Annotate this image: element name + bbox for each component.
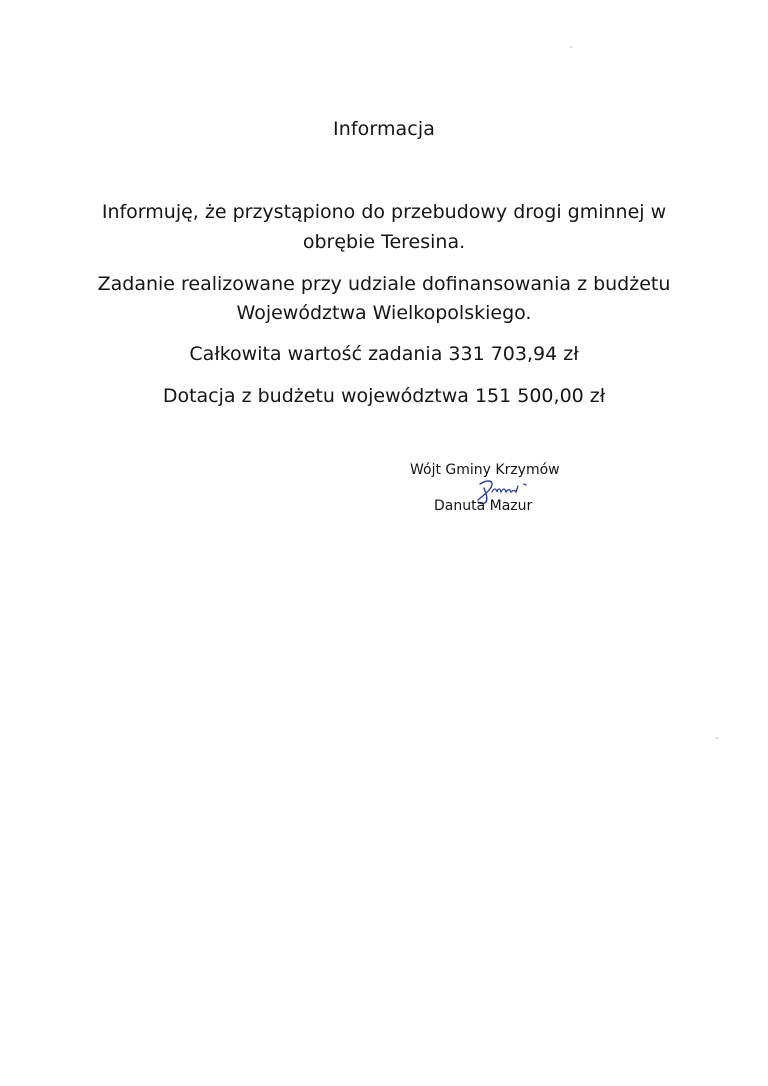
scan-speck bbox=[716, 737, 718, 739]
total-value-line: Całkowita wartość zadania 331 703,94 zł bbox=[189, 343, 579, 365]
paragraph-line: Informuję, że przystąpiono do przebudowy drogi gminnej w bbox=[101, 201, 667, 223]
scan-speck bbox=[570, 46, 572, 48]
signatory-name: Danuta Mazur bbox=[434, 498, 533, 514]
paragraph-line: obrębie Teresina. bbox=[302, 231, 466, 253]
grant-value-line: Dotacja z budżetu województwa 151 500,00 zł bbox=[162, 385, 606, 407]
document-title: Informacja bbox=[333, 118, 435, 140]
signatory-title: Wójt Gminy Krzymów bbox=[410, 462, 560, 478]
paragraph-line: Województwa Wielkopolskiego. bbox=[236, 302, 532, 324]
paragraph-line: Zadanie realizowane przy udziale dofinansowania z budżetu bbox=[97, 273, 671, 295]
